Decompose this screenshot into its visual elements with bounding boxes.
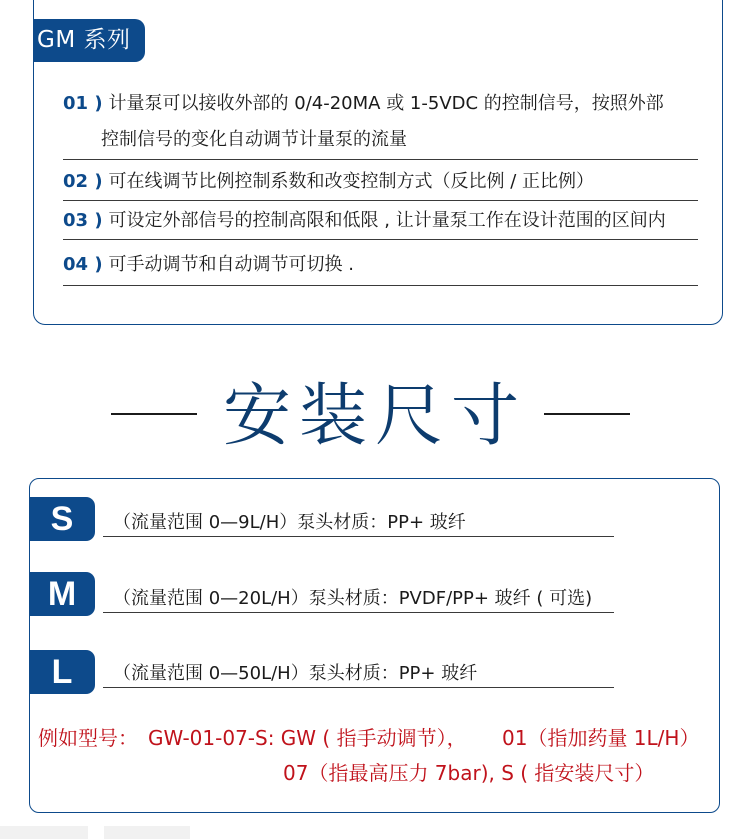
feature-number: 02 ) — [63, 171, 103, 192]
bottom-strip — [104, 826, 190, 839]
gm-series-tab: GM 系列 — [33, 19, 145, 62]
section-title: 安装尺寸 — [222, 377, 527, 456]
example-label: 例如型号： — [38, 726, 138, 750]
example-dosage: 01（指加药量 1L/H） — [502, 726, 700, 750]
feature-text: 可在线调节比例控制系数和改变控制方式（反比例 / 正比例） — [108, 171, 595, 192]
example-model-code: GW-01-07-S: GW ( 指手动调节）， — [148, 726, 467, 750]
size-badge-m: M — [29, 572, 95, 616]
feature-item-04 — [63, 247, 698, 286]
feature-text: 计量泵可以接收外部的 0/4-20MA 或 1-5VDC 的控制信号，按照外部 — [108, 93, 664, 114]
size-description-l: （流量范围 0—50L/H）泵头材质：PP+ 玻纤 — [103, 660, 614, 688]
feature-text-continuation: 控制信号的变化自动调节计量泵的流量 — [101, 129, 407, 150]
heading-divider-right — [544, 413, 630, 415]
feature-number: 04 ) — [63, 254, 103, 275]
feature-number: 01 ) — [63, 93, 103, 114]
feature-number: 03 ) — [63, 210, 103, 231]
size-description-s: （流量范围 0—9L/H）泵头材质：PP+ 玻纤 — [103, 509, 614, 537]
bottom-strip — [0, 826, 88, 839]
size-description-m: （流量范围 0—20L/H）泵头材质：PVDF/PP+ 玻纤 ( 可选) — [103, 585, 614, 613]
feature-text: 可手动调节和自动调节可切换 . — [108, 254, 354, 275]
feature-item-02 — [63, 164, 698, 201]
size-badge-l: L — [29, 650, 95, 694]
feature-text: 可设定外部信号的控制高限和低限 , 让计量泵工作在设计范围的区间内 — [108, 210, 666, 231]
feature-item-03 — [63, 203, 698, 240]
example-pressure-size: 07（指最高压力 7bar), S ( 指安装尺寸） — [283, 761, 655, 785]
size-badge-s: S — [29, 497, 95, 541]
feature-item-01 — [63, 86, 698, 160]
